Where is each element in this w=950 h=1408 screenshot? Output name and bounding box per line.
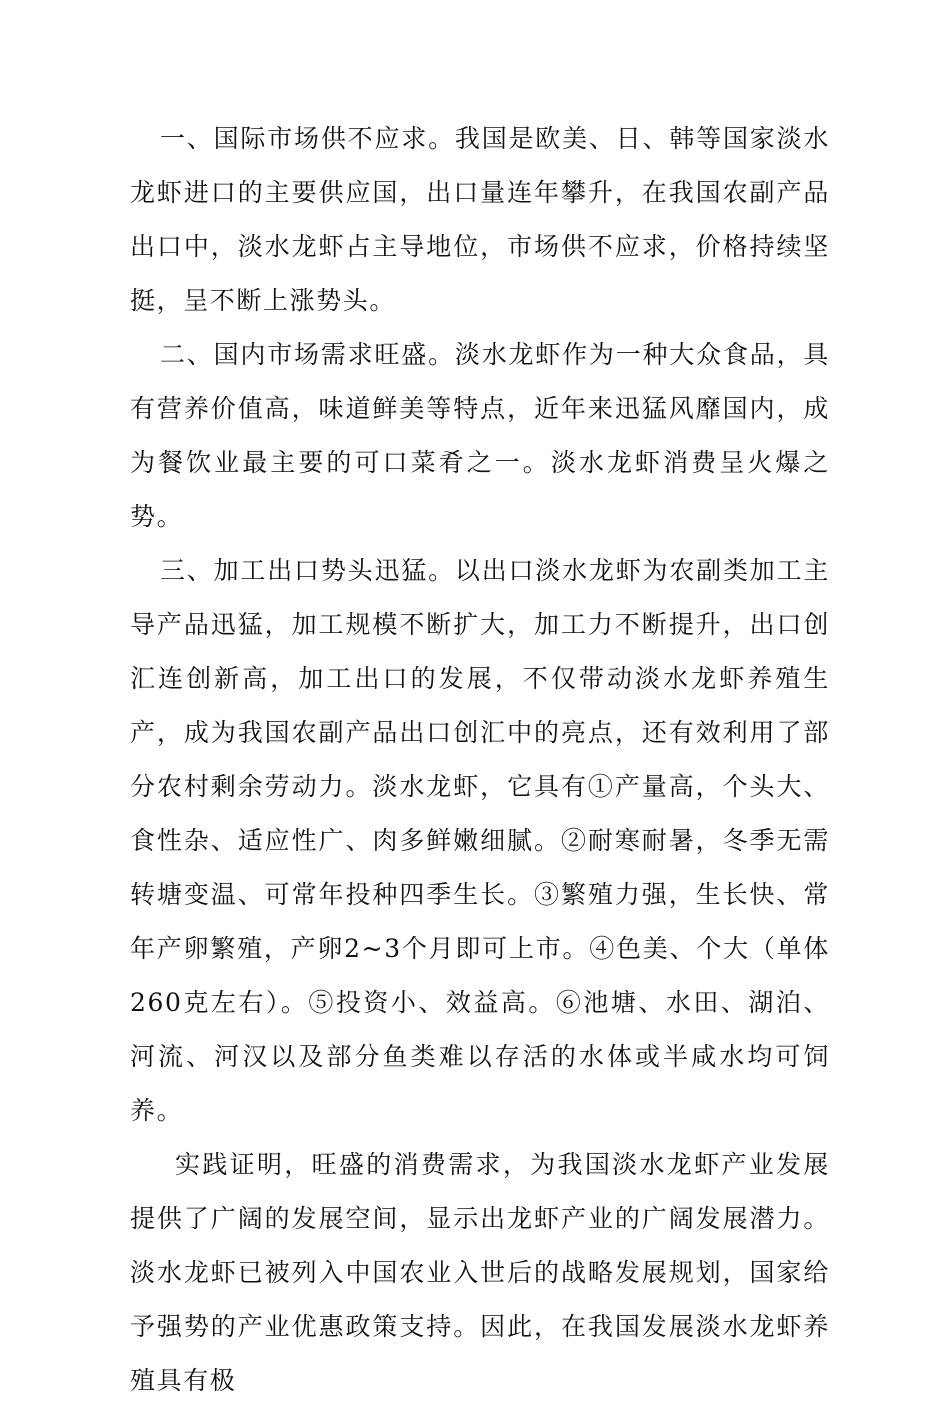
paragraph-practice-proof: 实践证明，旺盛的消费需求，为我国淡水龙虾产业发展提供了广阔的发展空间，显示出龙虾产业的广阔发展潜力。淡水龙虾已被列入中国农业入世后的战略发展规划，国家给予强势的产业优惠政策支持。因此，在我国发展淡水龙虾养殖具有极 bbox=[130, 1150, 830, 1395]
paragraph-domestic-market: 二、国内市场需求旺盛。淡水龙虾作为一种大众食品，具有营养价值高，味道鲜美等特点，近年来迅猛风靡国内，成为餐饮业最主要的可口菜肴之一。淡水龙虾消费呈火爆之势。 bbox=[130, 340, 830, 531]
document-body bbox=[130, 112, 830, 1408]
paragraph-international-market: 一、国际市场供不应求。我国是欧美、日、韩等国家淡水龙虾进口的主要供应国，出口量连年攀升，在我国农副产品出口中，淡水龙虾占主导地位，市场供不应求，价格持续坚挺，呈不断上涨势头。 bbox=[130, 124, 830, 315]
paragraph-processing-export: 三、加工出口势头迅猛。以出口淡水龙虾为农副类加工主导产品迅猛，加工规模不断扩大，加工力不断提升，出口创汇连创新高，加工出口的发展，不仅带动淡水龙虾养殖生产，成为我国农副产品出口创汇中的亮点，还有效利用了部分农村剩余劳动力。淡水龙虾，它具有①产量高，个头大、食性杂、适应性广、肉多鲜嫩细腻。②耐寒耐暑，冬季无需转塘变温、可常年投种四季生长。③繁殖力强，生长快、常年产卵繁殖，产卵2~3个月即可上市。④色美、个大（单体260克左右）。⑤投资小、效益高。⑥池塘、水田、湖泊、河流、河汉以及部分鱼类难以存活的水体或半咸水均可饲养。 bbox=[130, 556, 830, 1125]
